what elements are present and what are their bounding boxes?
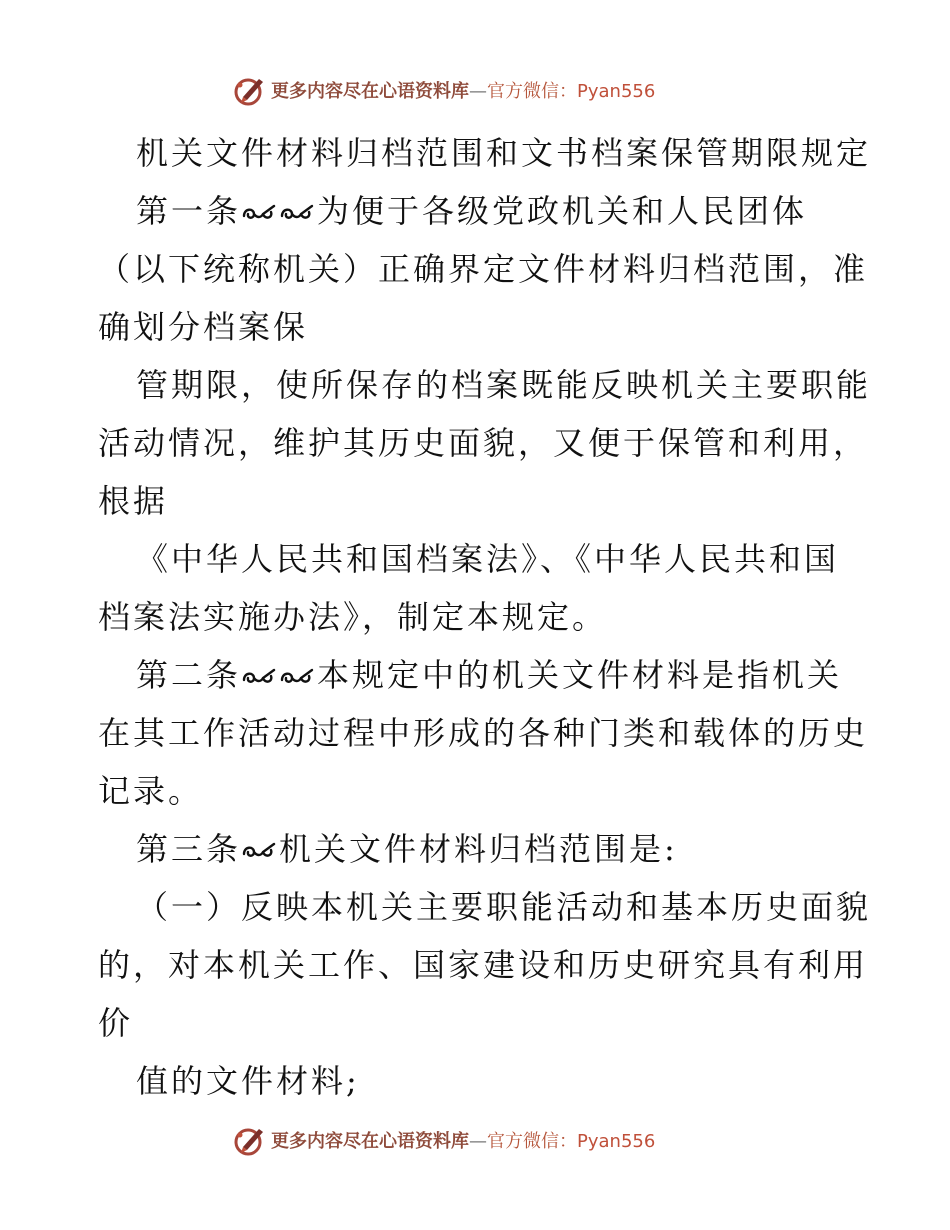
pen-logo-icon — [233, 73, 267, 107]
watermark-text: 更多内容尽在心语资料库—官方微信：Pyan556 — [271, 1131, 656, 1152]
article-1-line — [98, 182, 858, 240]
ornament-icon — [241, 202, 277, 224]
ornament-icon — [241, 666, 277, 688]
document-title: 机关文件材料归档范围和文书档案保管期限规定 — [136, 134, 872, 172]
article-1-line: 活动情况，维护其历史面貌，又便于保管和利用， — [98, 424, 869, 462]
item-1-line: 的，对本机关工作、国家建设和历史研究具有利用 — [98, 946, 869, 984]
article-2-line: 在其工作活动过程中形成的各种门类和载体的历史 — [98, 714, 869, 752]
article-1-line: 根据 — [98, 482, 169, 520]
document-body — [98, 124, 872, 1110]
article-1-heading: 第一条 — [136, 192, 242, 230]
ornament-icon — [279, 202, 315, 224]
item-1-line: （一）反映本机关主要职能活动和基本历史面貌 — [136, 888, 872, 926]
article-2-heading: 第二条 — [136, 656, 242, 694]
article-1-line: 管期限，使所保存的档案既能反映机关主要职能 — [136, 366, 872, 404]
item-1-line: 值的文件材料; — [136, 1062, 360, 1100]
footer-watermark — [233, 1122, 655, 1158]
ornament-icon — [241, 840, 277, 862]
article-2-text: 本规定中的机关文件材料是指机关 — [317, 656, 843, 694]
article-2-line: 记录。 — [98, 772, 204, 810]
article-1-line: 确划分档案保 — [98, 308, 309, 346]
watermark-text: 更多内容尽在心语资料库—官方微信：Pyan556 — [271, 81, 656, 102]
article-1-line: （以下统称机关）正确界定文件材料归档范围，准 — [98, 250, 869, 288]
item-1-line: 价 — [98, 1004, 134, 1042]
article-2-line — [98, 646, 858, 704]
article-1-line: 档案法实施办法》，制定本规定。 — [98, 598, 608, 636]
article-3-heading: 第三条 — [136, 830, 242, 868]
header-watermark — [233, 72, 655, 108]
article-1-text: 为便于各级党政机关和人民团体 — [317, 192, 808, 230]
ornament-icon — [279, 666, 315, 688]
pen-logo-icon — [233, 1123, 267, 1157]
article-3-line — [98, 820, 858, 878]
article-3-text: 机关文件材料归档范围是: — [279, 830, 678, 868]
article-1-line: 《中华人民共和国档案法》、《中华人民共和国 — [136, 540, 840, 578]
